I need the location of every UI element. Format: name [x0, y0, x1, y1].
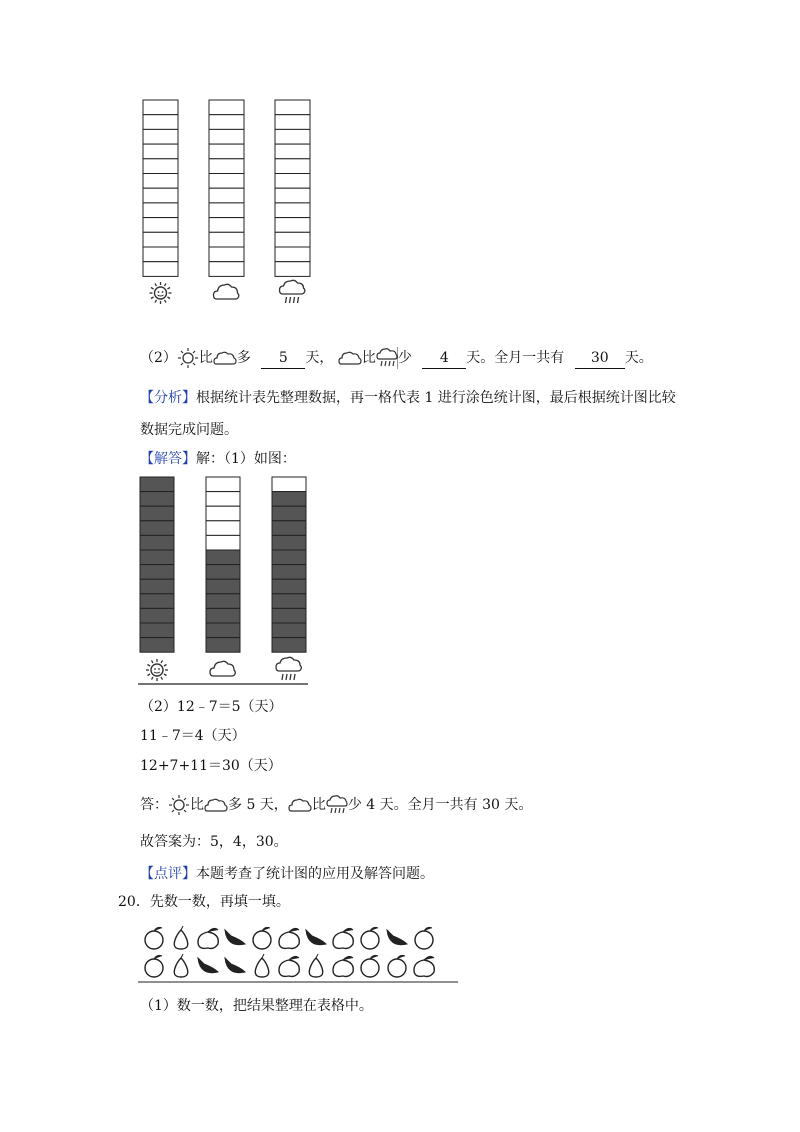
- reply-mid: 多 5 天，: [228, 797, 288, 813]
- bar-cell: [206, 565, 240, 580]
- bar-cell: [272, 579, 306, 594]
- bar-cell: [140, 623, 174, 638]
- peach-icon: [414, 956, 434, 976]
- bar-cell: [206, 506, 240, 521]
- text-bi: 比: [198, 350, 213, 366]
- analysis-line-1: [140, 388, 676, 408]
- bar-cell: [209, 174, 244, 189]
- apple-icon: [388, 955, 406, 977]
- bar-cell: [140, 477, 174, 492]
- bar-cell: [275, 218, 310, 233]
- bar-cell: [206, 550, 240, 565]
- bar-cell: [206, 638, 240, 653]
- bar-cell: [140, 506, 174, 521]
- bar-cell: [140, 550, 174, 565]
- bar-cell: [140, 608, 174, 623]
- answer-blank-1[interactable]: 5: [261, 348, 305, 369]
- bar-cell: [143, 203, 178, 218]
- bar-cell: [209, 100, 244, 115]
- bar-cell: [143, 144, 178, 159]
- bar-cell: [209, 232, 244, 247]
- problem-20-title: 20．先数一数，再填一填。: [118, 894, 290, 910]
- bar-cell: [209, 203, 244, 218]
- bar-cell: [275, 144, 310, 159]
- bar-cell: [140, 579, 174, 594]
- apple-icon: [361, 955, 379, 977]
- reply-prefix: 答：: [140, 797, 168, 813]
- bar-cell: [209, 129, 244, 144]
- bar-cell: [272, 623, 306, 638]
- bar-cell: [206, 535, 240, 550]
- sun-icon: [150, 282, 172, 304]
- cloud-icon: [204, 796, 228, 814]
- pear-icon: [174, 926, 188, 949]
- bar-cell: [272, 565, 306, 580]
- cloud-icon: [288, 796, 312, 814]
- apple-icon: [361, 927, 379, 949]
- bar-cell: [272, 521, 306, 536]
- text-duo: 多: [236, 350, 251, 366]
- banana-icon: [198, 958, 218, 973]
- apple-icon: [253, 927, 271, 949]
- text-shao: 少: [397, 350, 412, 366]
- peach-icon: [198, 928, 218, 948]
- apple-icon: [145, 927, 163, 949]
- peach-icon: [333, 928, 353, 948]
- text-bi: 比: [361, 350, 376, 366]
- bar-cell: [272, 506, 306, 521]
- answer-blank-2[interactable]: 4: [422, 348, 466, 369]
- apple-icon: [415, 927, 433, 949]
- bar-cell: [275, 203, 310, 218]
- bar-cell: [140, 535, 174, 550]
- bar-cell: [143, 115, 178, 130]
- bar-cell: [209, 188, 244, 203]
- bar-column-2: [206, 477, 240, 652]
- bar-cell: [209, 218, 244, 233]
- fruit-picture: [138, 922, 458, 984]
- bar-cell: [272, 477, 306, 492]
- bar-cell: [143, 129, 178, 144]
- calc-line-1: （2）12﹣7＝5（天）: [140, 699, 283, 715]
- bar-cell: [275, 100, 310, 115]
- rain-icon: [326, 794, 348, 816]
- bar-cell: [209, 159, 244, 174]
- pear-icon: [255, 954, 269, 977]
- bar-cell: [140, 594, 174, 609]
- bar-cell: [275, 232, 310, 247]
- bar-cell: [143, 218, 178, 233]
- bar-cell: [275, 159, 310, 174]
- bar-cell: [143, 100, 178, 115]
- bar-column-2: [209, 100, 244, 276]
- peach-icon: [279, 928, 299, 948]
- bar-cell: [272, 492, 306, 507]
- bar-cell: [143, 262, 178, 277]
- bar-cell: [209, 144, 244, 159]
- bar-column-3: [272, 477, 306, 652]
- bar-cell: [140, 492, 174, 507]
- sun-icon: [177, 347, 199, 369]
- bar-cell: [275, 188, 310, 203]
- bar-cell: [272, 550, 306, 565]
- bar-cell: [272, 594, 306, 609]
- bar-cell: [206, 594, 240, 609]
- comment-line: [140, 864, 434, 884]
- calc-line-2: 11﹣7＝4（天）: [140, 728, 246, 744]
- bar-cell: [275, 174, 310, 189]
- bar-cell: [275, 115, 310, 130]
- answer-blank-3[interactable]: 30: [575, 348, 625, 369]
- bar-cell: [140, 565, 174, 580]
- bar-cell: [140, 521, 174, 536]
- bar-cell: [143, 188, 178, 203]
- analysis-text: 根据统计表先整理数据，再一格代表 1 进行涂色统计图，最后根据统计图比较: [196, 390, 676, 406]
- sun-icon: [168, 794, 190, 816]
- analysis-line-2: 数据完成问题。: [140, 422, 238, 438]
- answer-text: 解：（1）如图：: [196, 451, 296, 467]
- rain-icon: [276, 657, 301, 680]
- sub-question-1: （1）数一数，把结果整理在表格中。: [140, 998, 373, 1014]
- banana-icon: [225, 930, 245, 945]
- answer-header: [140, 449, 296, 469]
- peach-icon: [279, 956, 299, 976]
- bar-cell: [140, 638, 174, 653]
- bar-cell: [272, 638, 306, 653]
- text-bi: 比: [190, 797, 204, 813]
- banana-icon: [387, 930, 407, 945]
- bar-column-1: [143, 100, 178, 276]
- bar-cell: [209, 247, 244, 262]
- bar-column-1: [140, 477, 174, 652]
- reply-end: 少 4 天。全月一共有 30 天。: [347, 797, 533, 813]
- bar-cell: [272, 535, 306, 550]
- analysis-tag: 【分析】: [140, 390, 196, 406]
- empty-bar-chart: [130, 95, 330, 315]
- bar-cell: [206, 492, 240, 507]
- calc-line-3: 12+7+11＝30（天）: [140, 758, 282, 774]
- banana-icon: [225, 958, 245, 973]
- rain-icon: [376, 347, 398, 369]
- filled-bar-chart: [130, 472, 330, 690]
- question-number: （2）: [140, 350, 177, 366]
- bar-cell: [209, 262, 244, 277]
- bar-cell: [143, 232, 178, 247]
- bar-cell: [143, 174, 178, 189]
- cloud-icon: [213, 349, 237, 367]
- bar-cell: [209, 115, 244, 130]
- sun-icon: [146, 659, 168, 681]
- question-2-line: [140, 347, 653, 369]
- bar-cell: [206, 477, 240, 492]
- pear-icon: [309, 954, 323, 977]
- bar-cell: [275, 247, 310, 262]
- reply-line: [140, 794, 532, 816]
- bar-cell: [206, 623, 240, 638]
- bar-cell: [143, 247, 178, 262]
- cloud-icon: [338, 349, 362, 367]
- text-bi: 比: [311, 797, 326, 813]
- answer-tag: 【解答】: [140, 451, 196, 467]
- comment-tag: 【点评】: [140, 866, 196, 882]
- pear-icon: [174, 954, 188, 977]
- bar-column-3: [275, 100, 310, 276]
- text-total: 天。全月一共有: [466, 350, 565, 366]
- bar-cell: [143, 159, 178, 174]
- peach-icon: [333, 956, 353, 976]
- bar-cell: [206, 579, 240, 594]
- text-tian: 天，: [305, 350, 334, 366]
- rain-icon: [280, 280, 305, 303]
- cloud-icon: [214, 284, 239, 299]
- bar-cell: [275, 262, 310, 277]
- comment-text: 本题考查了统计图的应用及解答问题。: [196, 866, 434, 882]
- final-answer: 故答案为：5，4，30。: [140, 834, 288, 850]
- bar-cell: [206, 608, 240, 623]
- bar-cell: [275, 129, 310, 144]
- bar-cell: [206, 521, 240, 536]
- bar-cell: [272, 608, 306, 623]
- banana-icon: [306, 930, 326, 945]
- text-tian: 天。: [624, 350, 653, 366]
- apple-icon: [145, 955, 163, 977]
- cloud-icon: [210, 661, 235, 676]
